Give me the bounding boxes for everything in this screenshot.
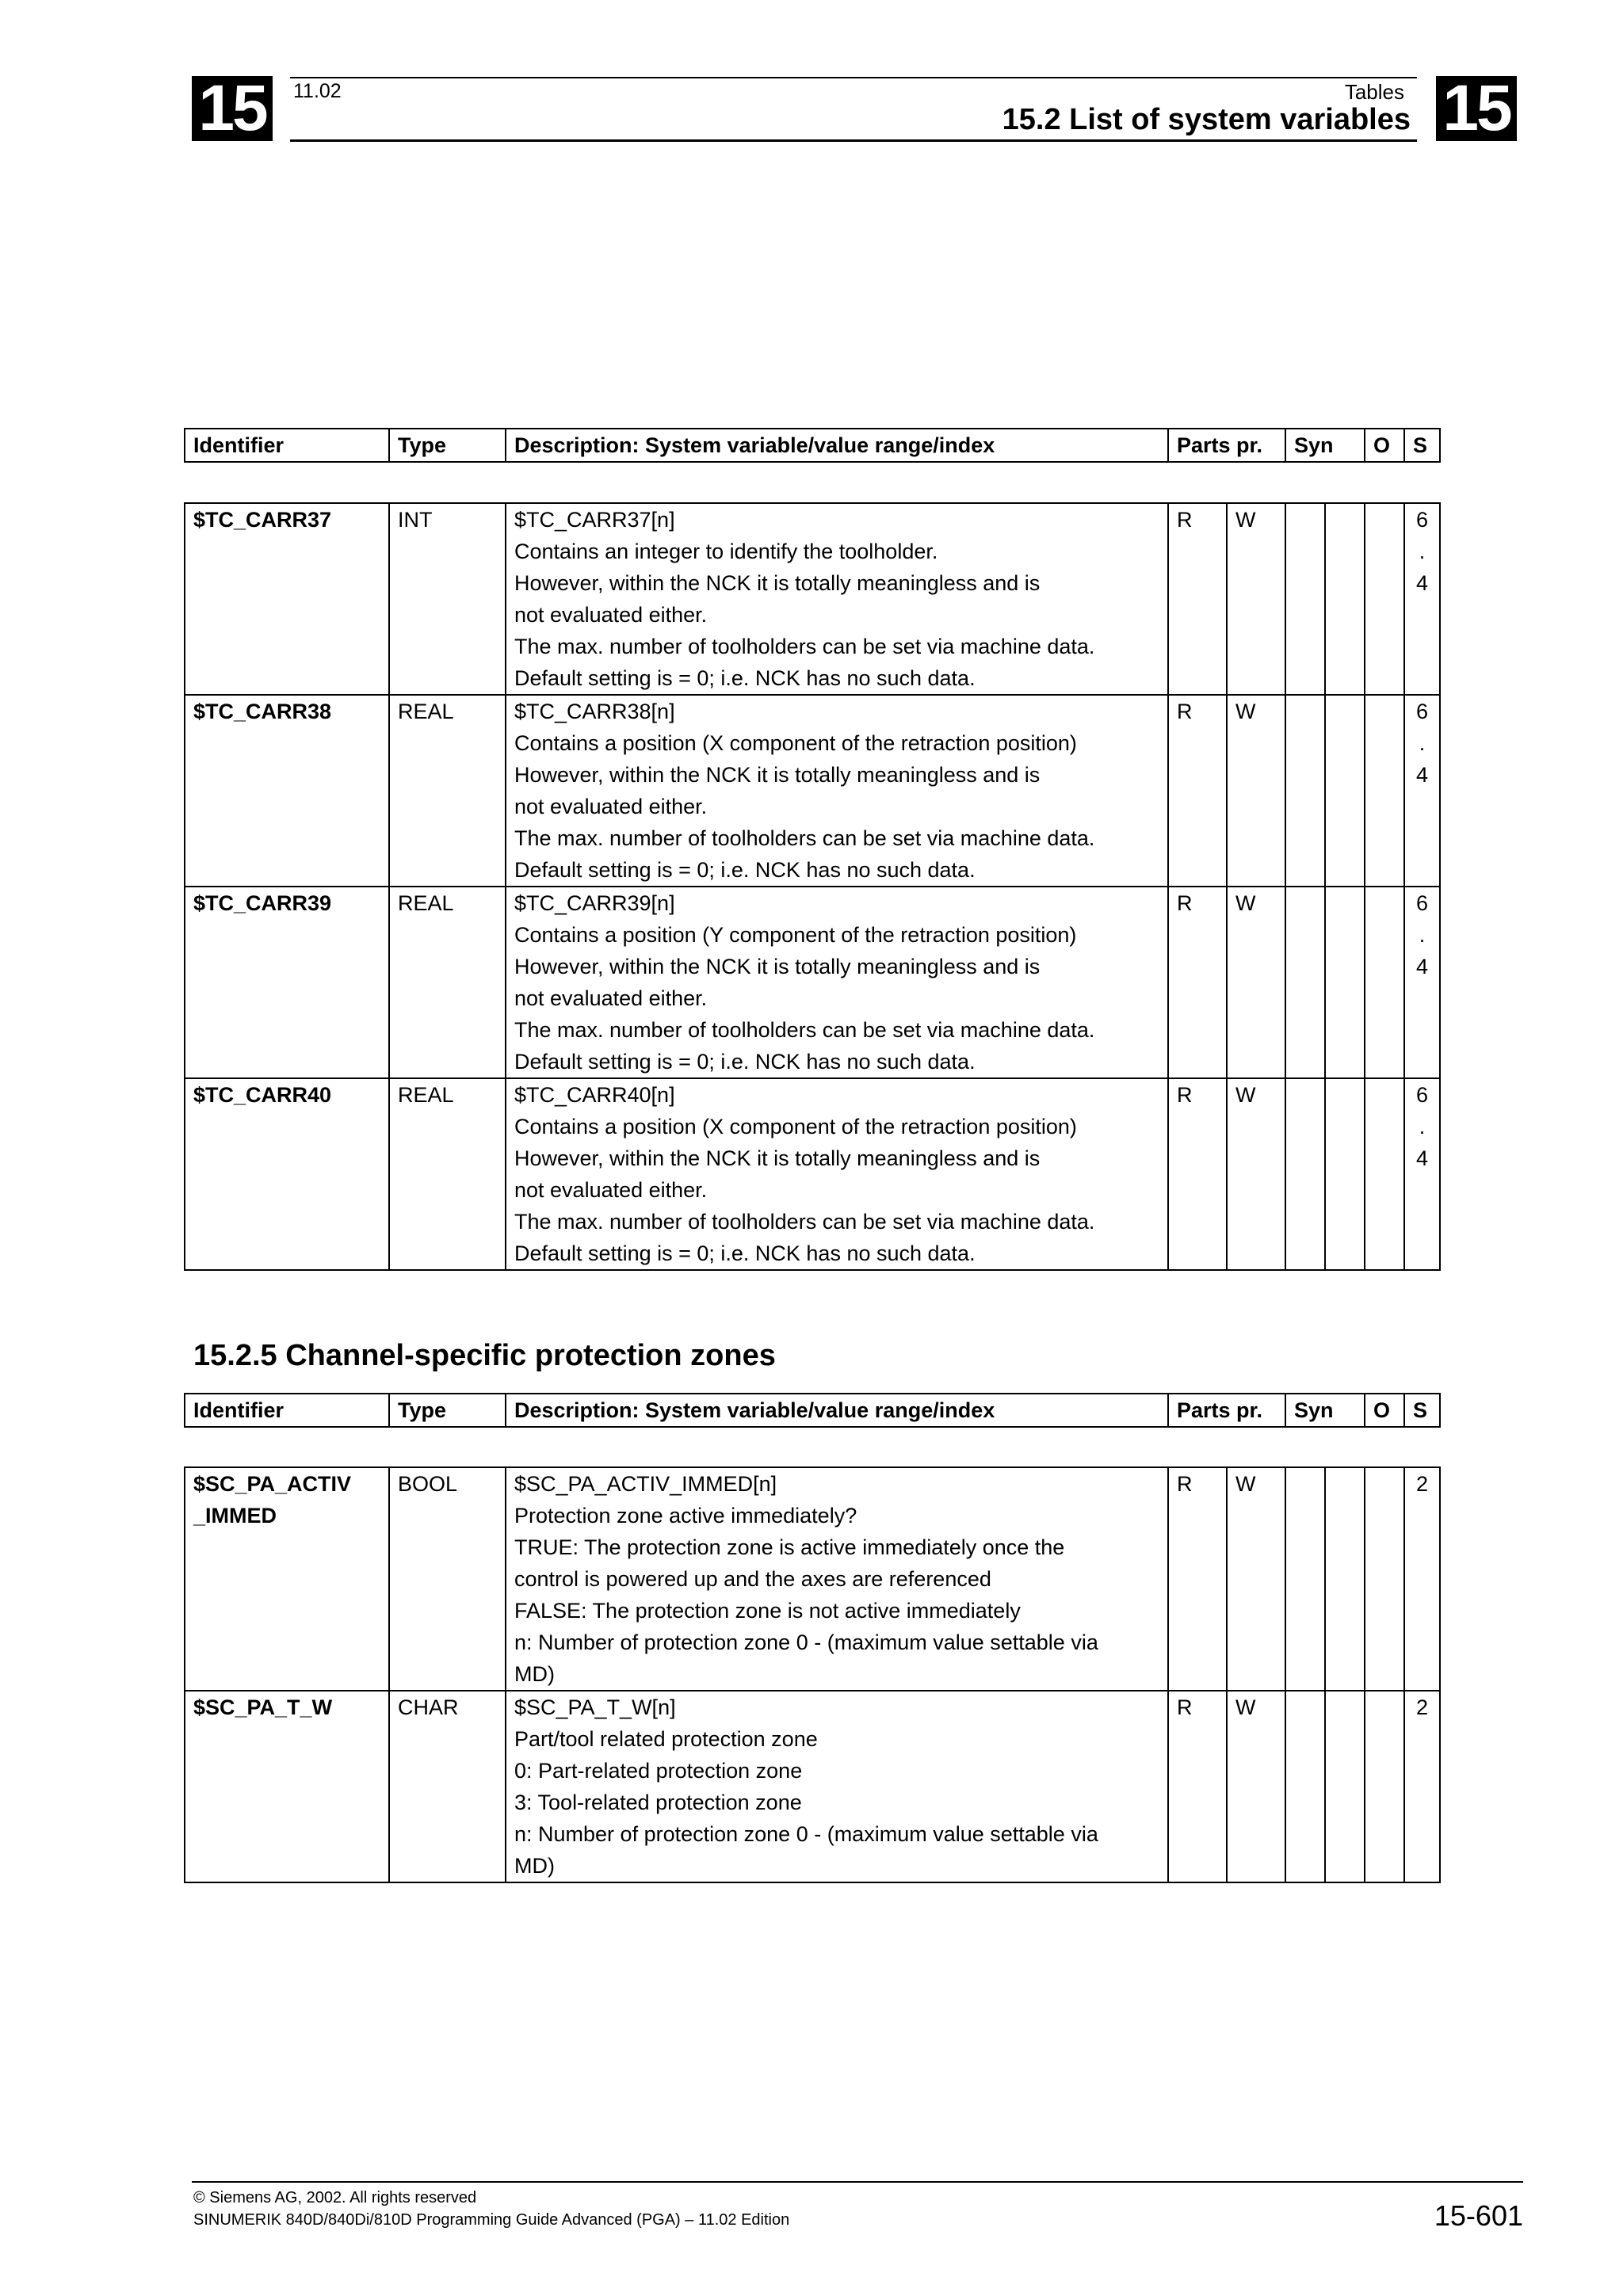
identifier-line: $SC_PA_T_W — [193, 1695, 333, 1719]
description-line: However, within the NCK it is totally meaningless and is — [514, 763, 1041, 787]
identifier-line: $SC_PA_ACTIV — [193, 1472, 352, 1496]
header-rule-top — [290, 77, 1417, 78]
cell-o — [1365, 1691, 1404, 1882]
section-heading: 15.2.5 Channel-specific protection zones — [193, 1339, 776, 1372]
cell-parts-w: W — [1227, 1691, 1285, 1882]
description-line: 3: Tool-related protection zone — [514, 1791, 802, 1814]
description-line: $TC_CARR39[n] — [514, 891, 675, 915]
description-line: $TC_CARR38[n] — [514, 700, 675, 723]
cell-type: REAL — [389, 695, 506, 887]
cell-syn-1 — [1285, 1467, 1325, 1691]
cell-syn-2 — [1325, 1467, 1365, 1691]
cell-s — [1404, 1467, 1440, 1691]
description-line: Contains a position (X component of the retraction position) — [514, 1115, 1077, 1138]
description-line: Default setting is = 0; i.e. NCK has no such data. — [514, 1241, 976, 1265]
description-line: not evaluated either. — [514, 1178, 708, 1202]
col-header-parts-pr: Parts pr. — [1168, 429, 1285, 462]
chapter-number-badge: 15 — [192, 76, 273, 141]
cell-identifier — [185, 1691, 389, 1882]
header-date: 11.02 — [293, 80, 342, 102]
cell-identifier: $TC_CARR37 — [185, 503, 389, 695]
cell-parts-w: W — [1227, 503, 1285, 695]
cell-type: CHAR — [389, 1691, 506, 1882]
cell-identifier: $TC_CARR39 — [185, 887, 389, 1078]
col-header-syn: Syn — [1285, 1394, 1365, 1427]
description-line: MD) — [514, 1662, 555, 1686]
cell-o — [1365, 1467, 1404, 1691]
col-header-description: Description: System variable/value range/index — [506, 1394, 1168, 1427]
cell-description — [506, 1467, 1168, 1691]
cell-parts-r: R — [1168, 1078, 1227, 1270]
description-line: $TC_CARR40[n] — [514, 1083, 675, 1107]
s-value: . — [1419, 540, 1426, 563]
description-line: Part/tool related protection zone — [514, 1727, 818, 1751]
identifier-line: _IMMED — [193, 1504, 277, 1527]
cell-s — [1404, 503, 1440, 695]
description-line: $SC_PA_ACTIV_IMMED[n] — [514, 1472, 777, 1496]
description-line: not evaluated either. — [514, 986, 708, 1010]
table-header-1 — [184, 428, 1441, 463]
col-header-identifier: Identifier — [185, 429, 389, 462]
cell-syn-2 — [1325, 1078, 1365, 1270]
col-header-o: O — [1365, 429, 1404, 462]
table-row — [185, 695, 1440, 887]
s-value: 6 — [1415, 1083, 1429, 1107]
cell-description — [506, 1691, 1168, 1882]
col-header-o: O — [1365, 1394, 1404, 1427]
s-value: 6 — [1415, 891, 1429, 915]
col-header-identifier: Identifier — [185, 1394, 389, 1427]
cell-o — [1365, 695, 1404, 887]
description-line: However, within the NCK it is totally meaningless and is — [514, 1146, 1041, 1170]
description-line: The max. number of toolholders can be set via machine data. — [514, 1018, 1095, 1042]
description-line: $SC_PA_T_W[n] — [514, 1695, 676, 1719]
cell-parts-w: W — [1227, 1078, 1285, 1270]
system-variables-table-2 — [184, 1466, 1441, 1883]
description-line: 0: Part-related protection zone — [514, 1759, 803, 1783]
description-line: The max. number of toolholders can be set via machine data. — [514, 635, 1095, 658]
cell-parts-r: R — [1168, 887, 1227, 1078]
s-value: 4 — [1415, 1146, 1429, 1170]
cell-o — [1365, 503, 1404, 695]
system-variables-table-1 — [184, 502, 1441, 1271]
cell-type: REAL — [389, 887, 506, 1078]
description-line: $TC_CARR37[n] — [514, 508, 675, 532]
description-line: However, within the NCK it is totally meaningless and is — [514, 955, 1041, 978]
description-line: TRUE: The protection zone is active immediately once the — [514, 1535, 1065, 1559]
footer-book-title: SINUMERIK 840D/840Di/810D Programming Guide Advanced (PGA) – 11.02 Edition — [193, 2211, 790, 2229]
s-value: . — [1419, 731, 1426, 755]
cell-parts-w: W — [1227, 887, 1285, 1078]
cell-s — [1404, 695, 1440, 887]
col-header-type: Type — [389, 429, 506, 462]
page-number: 15-601 — [1434, 2199, 1523, 2232]
col-header-parts-pr: Parts pr. — [1168, 1394, 1285, 1427]
cell-type: REAL — [389, 1078, 506, 1270]
description-line: MD) — [514, 1854, 555, 1878]
cell-syn-1 — [1285, 503, 1325, 695]
cell-parts-r: R — [1168, 695, 1227, 887]
s-value: . — [1419, 923, 1426, 947]
header-section-title: 15.2 List of system variables — [1002, 103, 1411, 136]
cell-syn-1 — [1285, 1078, 1325, 1270]
s-value: 6 — [1415, 700, 1429, 723]
s-value: 2 — [1415, 1695, 1429, 1719]
description-line: Protection zone active immediately? — [514, 1504, 857, 1527]
table-row — [185, 1078, 1440, 1270]
cell-syn-1 — [1285, 887, 1325, 1078]
cell-parts-w: W — [1227, 1467, 1285, 1691]
table-header-2 — [184, 1393, 1441, 1428]
cell-parts-w: W — [1227, 695, 1285, 887]
description-line: Default setting is = 0; i.e. NCK has no such data. — [514, 858, 976, 882]
description-line: Contains an integer to identify the toolholder. — [514, 540, 938, 563]
col-header-type: Type — [389, 1394, 506, 1427]
table-row — [185, 887, 1440, 1078]
description-line: Default setting is = 0; i.e. NCK has no such data. — [514, 666, 976, 690]
cell-identifier: $TC_CARR40 — [185, 1078, 389, 1270]
cell-syn-2 — [1325, 695, 1365, 887]
cell-type: BOOL — [389, 1467, 506, 1691]
cell-syn-2 — [1325, 1691, 1365, 1882]
s-value: 4 — [1415, 571, 1429, 595]
table-row — [185, 1691, 1440, 1882]
s-value: 4 — [1415, 955, 1429, 978]
footer-rule — [192, 2181, 1523, 2183]
table-row — [185, 503, 1440, 695]
cell-description — [506, 695, 1168, 887]
cell-o — [1365, 887, 1404, 1078]
header-section-label: Tables — [1344, 80, 1404, 104]
chapter-number-badge-right: 15 — [1436, 76, 1517, 141]
cell-type: INT — [389, 503, 506, 695]
cell-parts-r: R — [1168, 503, 1227, 695]
cell-s — [1404, 1078, 1440, 1270]
s-value: 4 — [1415, 763, 1429, 787]
cell-description — [506, 1078, 1168, 1270]
cell-description — [506, 887, 1168, 1078]
cell-description — [506, 503, 1168, 695]
description-line: FALSE: The protection zone is not active immediately — [514, 1599, 1021, 1623]
cell-identifier: $TC_CARR38 — [185, 695, 389, 887]
header-rule-bottom — [290, 139, 1417, 142]
description-line: The max. number of toolholders can be set via machine data. — [514, 826, 1095, 850]
cell-syn-2 — [1325, 503, 1365, 695]
col-header-description: Description: System variable/value range/index — [506, 429, 1168, 462]
cell-parts-r: R — [1168, 1467, 1227, 1691]
cell-identifier — [185, 1467, 389, 1691]
footer-copyright: © Siemens AG, 2002. All rights reserved — [193, 2189, 477, 2206]
cell-s — [1404, 1691, 1440, 1882]
description-line: not evaluated either. — [514, 795, 708, 818]
description-line: The max. number of toolholders can be set via machine data. — [514, 1210, 1095, 1234]
description-line: Contains a position (Y component of the retraction position) — [514, 923, 1077, 947]
table-row — [185, 1467, 1440, 1691]
col-header-s: S — [1404, 429, 1440, 462]
description-line: n: Number of protection zone 0 - (maximum value settable via — [514, 1630, 1098, 1654]
description-line: not evaluated either. — [514, 603, 708, 627]
description-line: n: Number of protection zone 0 - (maximum value settable via — [514, 1822, 1098, 1846]
cell-syn-1 — [1285, 1691, 1325, 1882]
cell-o — [1365, 1078, 1404, 1270]
s-value: 6 — [1415, 508, 1429, 532]
cell-syn-1 — [1285, 695, 1325, 887]
description-line: control is powered up and the axes are referenced — [514, 1567, 991, 1591]
description-line: Default setting is = 0; i.e. NCK has no such data. — [514, 1050, 976, 1074]
cell-syn-2 — [1325, 887, 1365, 1078]
description-line: However, within the NCK it is totally meaningless and is — [514, 571, 1041, 595]
cell-parts-r: R — [1168, 1691, 1227, 1882]
cell-s — [1404, 887, 1440, 1078]
s-value: . — [1419, 1115, 1426, 1138]
description-line: Contains a position (X component of the retraction position) — [514, 731, 1077, 755]
col-header-s: S — [1404, 1394, 1440, 1427]
col-header-syn: Syn — [1285, 429, 1365, 462]
s-value: 2 — [1415, 1472, 1429, 1496]
